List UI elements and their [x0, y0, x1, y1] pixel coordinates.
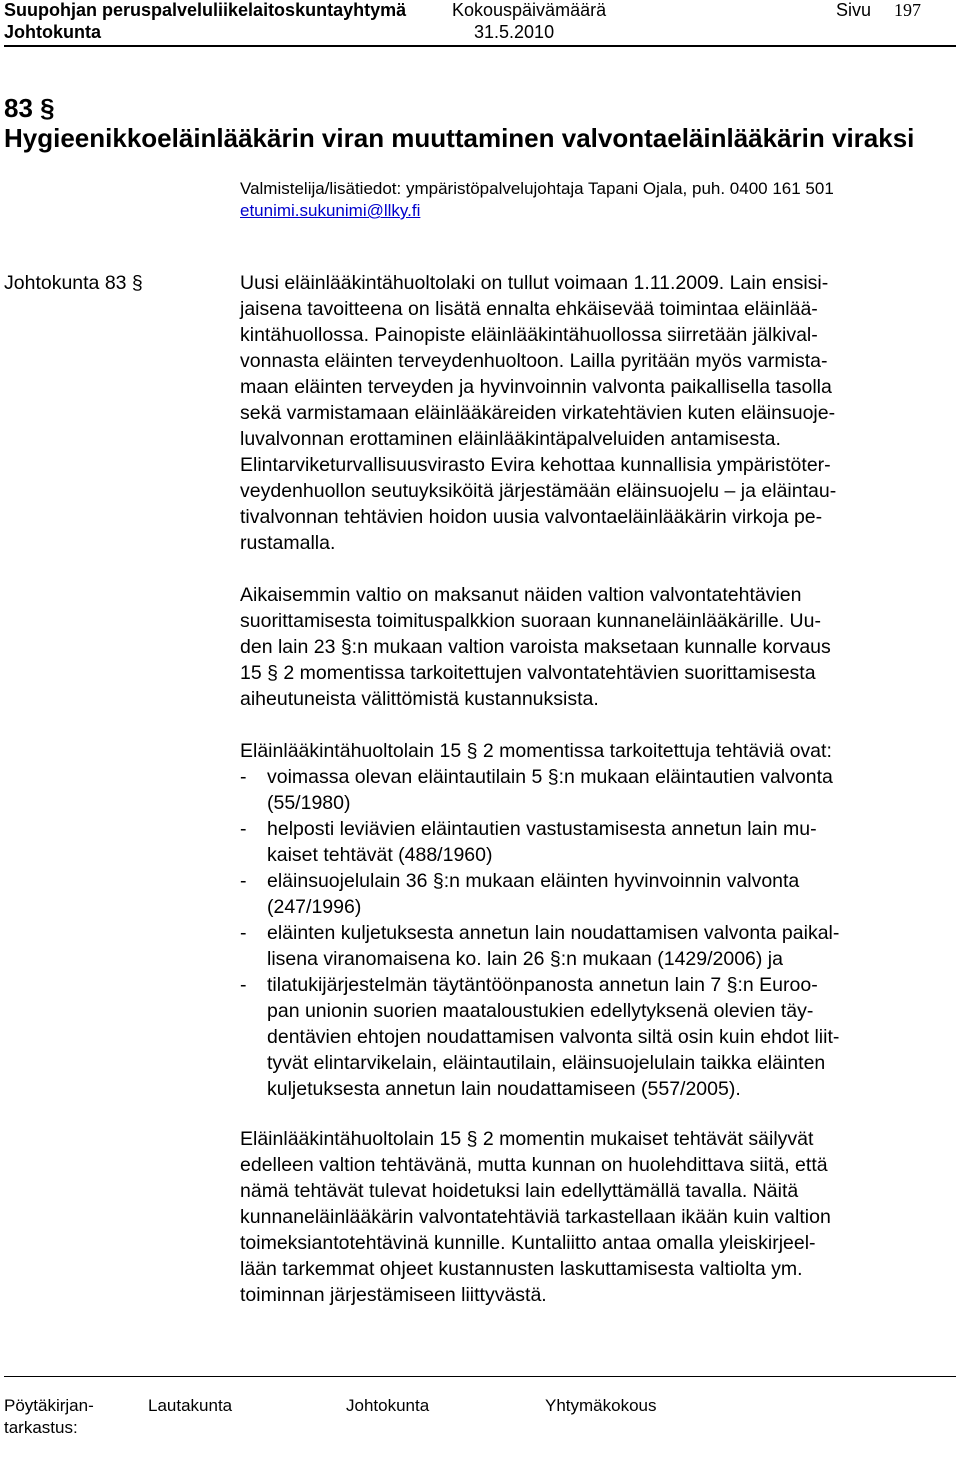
text-line: tivalvonnan tehtävien hoidon uusia valvontaeläinlääkärin virkoja pe- — [240, 506, 823, 528]
list-bullet: - — [240, 974, 247, 996]
text-line: veydenhuollon seutuyksiköitä järjestämään eläinsuojelu – ja eläintau- — [240, 480, 837, 502]
text-line: 15 § 2 momentissa tarkoitettujen valvontatehtävien suorittamisesta — [240, 662, 816, 684]
list-item-line: (55/1980) — [267, 792, 351, 814]
section-number: 83 § — [4, 93, 55, 123]
section-title: Hygieenikkoeläinlääkärin viran muuttaminen valvontaeläinlääkärin viraksi — [4, 123, 915, 153]
list-item-line: kaiset tehtävät (488/1960) — [267, 844, 493, 866]
margin-reference: Johtokunta 83 § — [4, 272, 143, 294]
text-line: Elintarviketurvallisuusvirasto Evira kehottaa kunnallisia ympäristöter- — [240, 454, 831, 476]
header-date-label: Kokouspäivämäärä — [452, 0, 607, 20]
list-item-line: tyvät elintarvikelain, eläintautilain, eläinsuojelulain taikka eläinten — [267, 1052, 826, 1074]
footer-signature-yhtymakokous: Yhtymäkokous — [545, 1396, 657, 1415]
text-line: aiheutuneista välittömistä kustannuksista. — [240, 688, 599, 710]
header-body-name: Johtokunta — [4, 22, 101, 42]
text-line: kunnaneläinlääkärin valvontatehtäviä tarkastellaan ikään kuin valtion — [240, 1206, 831, 1228]
list-item-line: kuljetuksesta annetun lain noudattamiseen (557/2005). — [267, 1078, 741, 1100]
list-item-line: lisena viranomaisena ko. lain 26 §:n mukaan (1429/2006) ja — [267, 948, 783, 970]
text-line: Aikaisemmin valtio on maksanut näiden valtion valvontatehtävien — [240, 584, 802, 606]
header-page-number: 197 — [894, 0, 921, 20]
text-line: den lain 23 §:n mukaan valtion varoista maksetaan kunnalle korvaus — [240, 636, 831, 658]
text-line: Uusi eläinlääkintähuoltolaki on tullut voimaan 1.11.2009. Lain ensisi- — [240, 272, 829, 294]
text-line: jaisena tavoitteena on lisätä ennalta ehkäisevää toimintaa eläinlää- — [240, 298, 818, 320]
footer-divider — [4, 1376, 956, 1377]
header-date: 31.5.2010 — [474, 22, 555, 42]
list-intro: Eläinlääkintähuoltolain 15 § 2 momentissa tarkoitettuja tehtäviä ovat: — [240, 740, 832, 762]
footer-review-label: Pöytäkirjan- — [4, 1396, 94, 1415]
list-bullet: - — [240, 922, 247, 944]
header-divider — [4, 45, 956, 47]
text-line: toiminnan järjestämiseen liittyvästä. — [240, 1284, 547, 1306]
text-line: maan eläinten terveyden ja hyvinvoinnin valvonta paikallisella tasolla — [240, 376, 832, 398]
list-item-line: dentävien ehtojen noudattamisen valvonta siltä osin kuin ehdot liit- — [267, 1026, 840, 1048]
header-org: Suupohjan peruspalveluliikelaitoskuntayhtymä — [4, 0, 407, 20]
text-line: suorittamisesta toimituspalkkion suoraan kunnaneläinlääkärille. Uu- — [240, 610, 821, 632]
list-item-line: voimassa olevan eläintautilain 5 §:n mukaan eläintautien valvonta — [267, 766, 833, 788]
text-line: lään tarkemmat ohjeet kustannusten laskuttamisesta valtiolta ym. — [240, 1258, 803, 1280]
footer-signature-johtokunta: Johtokunta — [346, 1396, 430, 1415]
list-item-line: (247/1996) — [267, 896, 362, 918]
text-line: toimeksiantotehtävinä kunnille. Kuntaliitto antaa omalla yleiskirjeel- — [240, 1232, 816, 1254]
text-line: Eläinlääkintähuoltolain 15 § 2 momentin mukaiset tehtävät säilyvät — [240, 1128, 814, 1150]
list-bullet: - — [240, 766, 247, 788]
text-line: edelleen valtion tehtävänä, mutta kunnan on huolehdittava siitä, että — [240, 1154, 828, 1176]
preparer-line: Valmistelija/lisätiedot: ympäristöpalvelujohtaja Tapani Ojala, puh. 0400 161 501 — [240, 179, 834, 198]
text-line: luvalvonnan erottaminen eläinlääkintäpalveluiden antamisesta. — [240, 428, 781, 450]
list-bullet: - — [240, 818, 247, 840]
footer-review-label-2: tarkastus: — [4, 1418, 78, 1437]
text-line: sekä varmistamaan eläinlääkäreiden virkatehtävien kuten eläinsuoje- — [240, 402, 836, 424]
list-bullet: - — [240, 870, 247, 892]
footer-signature-lautakunta: Lautakunta — [148, 1396, 233, 1415]
list-item-line: eläinten kuljetuksesta annetun lain noudattamisen valvonta paikal- — [267, 922, 840, 944]
list-item-line: tilatukijärjestelmän täytäntöönpanosta annetun lain 7 §:n Euroo- — [267, 974, 818, 996]
list-item-line: eläinsuojelulain 36 §:n mukaan eläinten hyvinvoinnin valvonta — [267, 870, 800, 892]
text-line: rustamalla. — [240, 532, 336, 554]
text-line: vonnasta eläinten terveydenhuoltoon. Lailla pyritään myös varmista- — [240, 350, 828, 372]
preparer-email-link[interactable]: etunimi.sukunimi@llky.fi — [240, 201, 421, 220]
text-line: kintähuollossa. Painopiste eläinlääkintähuollossa siirretään jälkival- — [240, 324, 818, 346]
text-line: nämä tehtävät tulevat hoidetuksi lain edellyttämällä tavalla. Näitä — [240, 1180, 799, 1202]
list-item-line: helposti leviävien eläintautien vastustamisesta annetun lain mu- — [267, 818, 817, 840]
header-page-label: Sivu — [836, 0, 872, 20]
list-item-line: pan unionin suorien maataloustukien edellytyksenä olevien täy- — [267, 1000, 814, 1022]
